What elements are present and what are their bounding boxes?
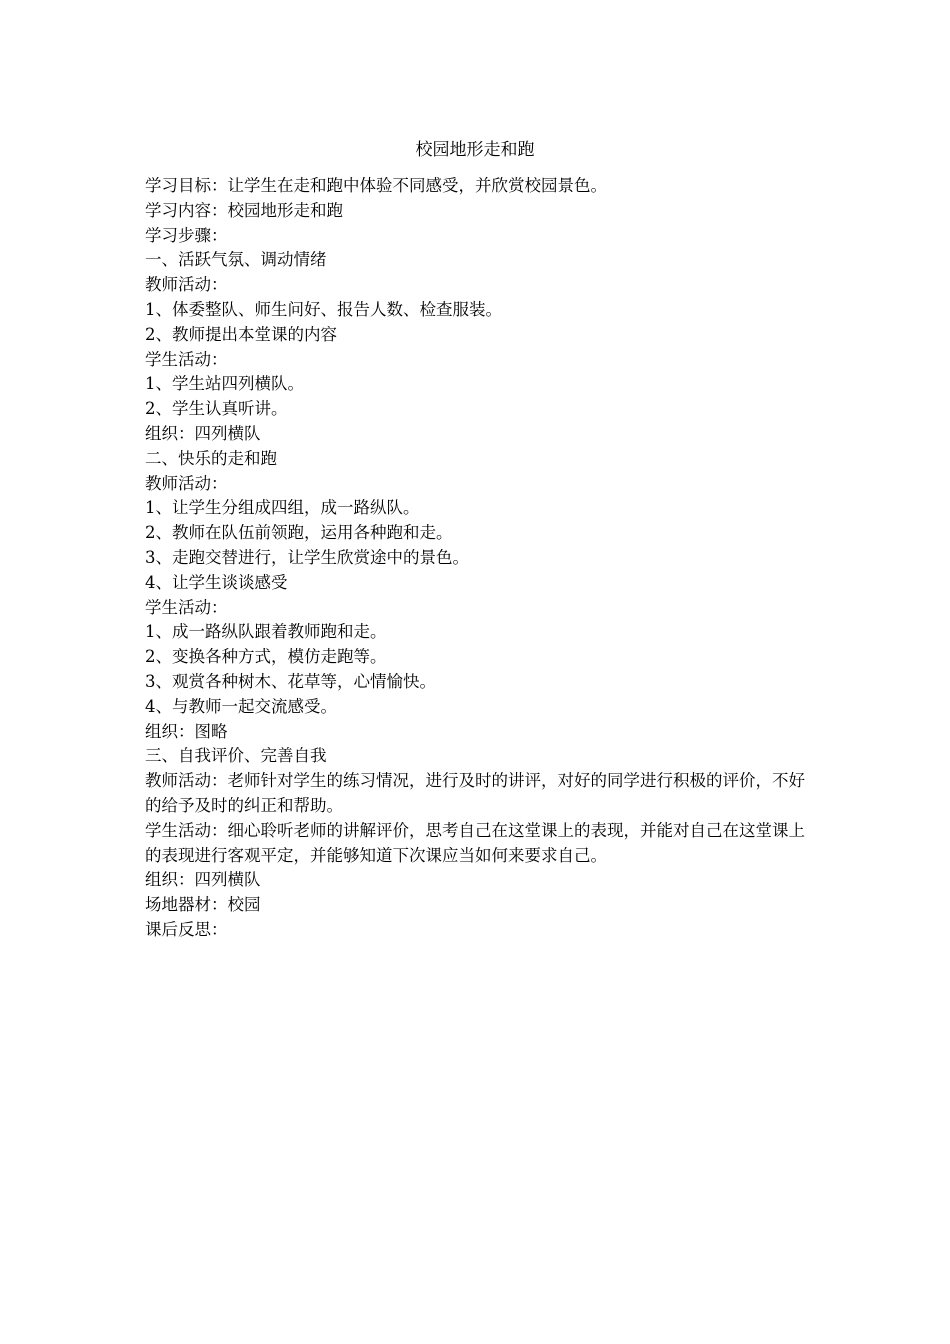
- teacher-activity-item: 2、教师提出本堂课的内容: [145, 324, 337, 344]
- student-activity-item: 1、学生站四列横队。: [145, 374, 304, 394]
- document-body: [145, 174, 810, 943]
- student-activity-item: 2、学生认真听讲。: [145, 399, 288, 419]
- student-activity-item: 2、变换各种方式，模仿走跑等。: [145, 647, 387, 667]
- student-activity-paragraph: 学生活动：细心聆听老师的讲解评价，思考自己在这堂课上的表现，并能对自己在这堂课上的表现进行客观平定，并能够知道下次课应当如何来要求自己。: [145, 820, 805, 865]
- content-line: 学习内容：校园地形走和跑: [145, 200, 343, 220]
- teacher-activity-label-2: 教师活动：: [145, 473, 228, 493]
- section-heading-3: 三、自我评价、完善自我: [145, 746, 327, 766]
- organization-line-1: 组织：四列横队: [145, 423, 261, 443]
- section-heading-1: 一、活跃气氛、调动情绪: [145, 250, 327, 270]
- teacher-activity-item: 2、教师在队伍前领跑，运用各种跑和走。: [145, 523, 453, 543]
- teacher-activity-item: 1、让学生分组成四组，成一路纵队。: [145, 498, 420, 518]
- steps-heading: 学习步骤：: [145, 225, 228, 245]
- student-activity-label-2: 学生活动：: [145, 597, 228, 617]
- teacher-activity-item: 1、体委整队、师生问好、报告人数、检查服装。: [145, 299, 502, 319]
- document-title: 校园地形走和跑: [415, 140, 535, 160]
- teacher-activity-paragraph: 教师活动：老师针对学生的练习情况，进行及时的讲评，对好的同学进行积极的评价，不好的给予及时的纠正和帮助。: [145, 771, 805, 815]
- student-activity-label-1: 学生活动：: [145, 349, 228, 369]
- reflection-line: 课后反思：: [145, 919, 228, 939]
- teacher-activity-label-1: 教师活动：: [145, 275, 228, 295]
- student-activity-item: 1、成一路纵队跟着教师跑和走。: [145, 622, 387, 642]
- organization-line-2: 组织：图略: [145, 721, 228, 741]
- student-activity-item: 3、观赏各种树木、花草等，心情愉快。: [145, 671, 436, 691]
- venue-equipment-line: 场地器材：校园: [145, 895, 261, 915]
- student-activity-item: 4、与教师一起交流感受。: [145, 696, 337, 716]
- teacher-activity-item: 3、走跑交替进行，让学生欣赏途中的景色。: [145, 547, 469, 567]
- section-heading-2: 二、快乐的走和跑: [145, 448, 277, 468]
- organization-line-3: 组织：四列横队: [145, 870, 261, 890]
- teacher-activity-item: 4、让学生谈谈感受: [145, 572, 288, 592]
- objective-line: 学习目标：让学生在走和跑中体验不同感受，并欣赏校园景色。: [145, 176, 607, 195]
